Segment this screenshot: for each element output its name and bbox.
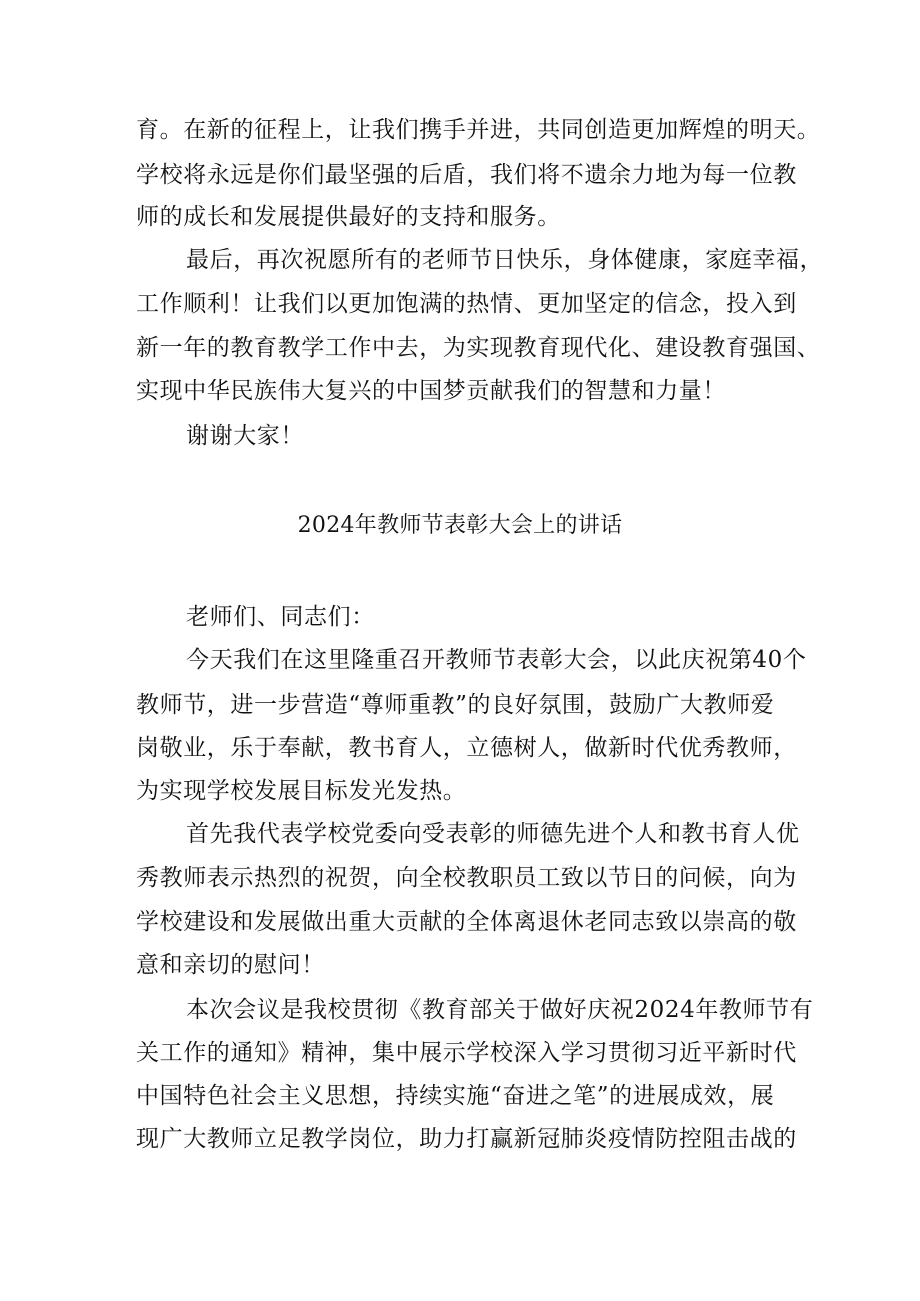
paragraph-line: 本次会议是我校贯彻《教育部关于做好庆祝2024年教师节有 [186, 997, 814, 1023]
paragraph-line: 学校将永远是你们最坚强的后盾，我们将不遗余力地为每一位教 [136, 162, 797, 188]
speech-title: 2024年教师节表彰大会上的讲话 [297, 513, 623, 538]
paragraph-line: 学校建设和发展做出重大贡献的全体离退休老同志致以崇高的敬 [136, 909, 797, 935]
paragraph-line: 首先我代表学校党委向受表彰的师德先进个人和教书育人优 [186, 821, 800, 847]
paragraph-line: 岗敬业，乐于奉献，教书育人，立德树人，做新时代优秀教师， [136, 735, 797, 761]
paragraph-line: 育。在新的征程上，让我们携手并进，共同创造更加辉煌的明天。 [136, 117, 821, 143]
closing-line: 谢谢大家！ [186, 423, 304, 449]
paragraph-line: 关工作的通知》精神，集中展示学校深入学习贯彻习近平新时代 [136, 1040, 797, 1066]
salutation: 老师们、同志们： [186, 604, 375, 630]
paragraph-line: 最后，再次祝愿所有的老师节日快乐，身体健康，家庭幸福， [186, 247, 824, 273]
paragraph-line: 中国特色社会主义思想，持续实施“奋进之笔”的进展成效，展 [136, 1083, 775, 1109]
paragraph-line: 实现中华民族伟大复兴的中国梦贡献我们的智慧和力量！ [136, 378, 726, 404]
paragraph-line: 秀教师表示热烈的祝贺，向全校教职员工致以节日的问候，向为 [136, 865, 797, 891]
paragraph-line: 为实现学校发展目标发光发热。 [136, 778, 467, 804]
paragraph-line: 现广大教师立足教学岗位，助力打赢新冠肺炎疫情防控阻击战的 [136, 1126, 797, 1152]
paragraph-line: 意和亲切的慰问！ [136, 952, 325, 978]
paragraph-line: 工作顺利！让我们以更加饱满的热情、更加坚定的信念，投入到 [136, 291, 797, 317]
paragraph-line: 教师节，进一步营造“尊师重教”的良好氛围，鼓励广大教师爱 [136, 692, 775, 718]
paragraph-line: 师的成长和发展提供最好的支持和服务。 [136, 204, 561, 230]
paragraph-line: 新一年的教育教学工作中去，为实现教育现代化、建设教育强国、 [136, 335, 821, 361]
paragraph-line: 今天我们在这里隆重召开教师节表彰大会，以此庆祝第40个 [186, 647, 807, 673]
